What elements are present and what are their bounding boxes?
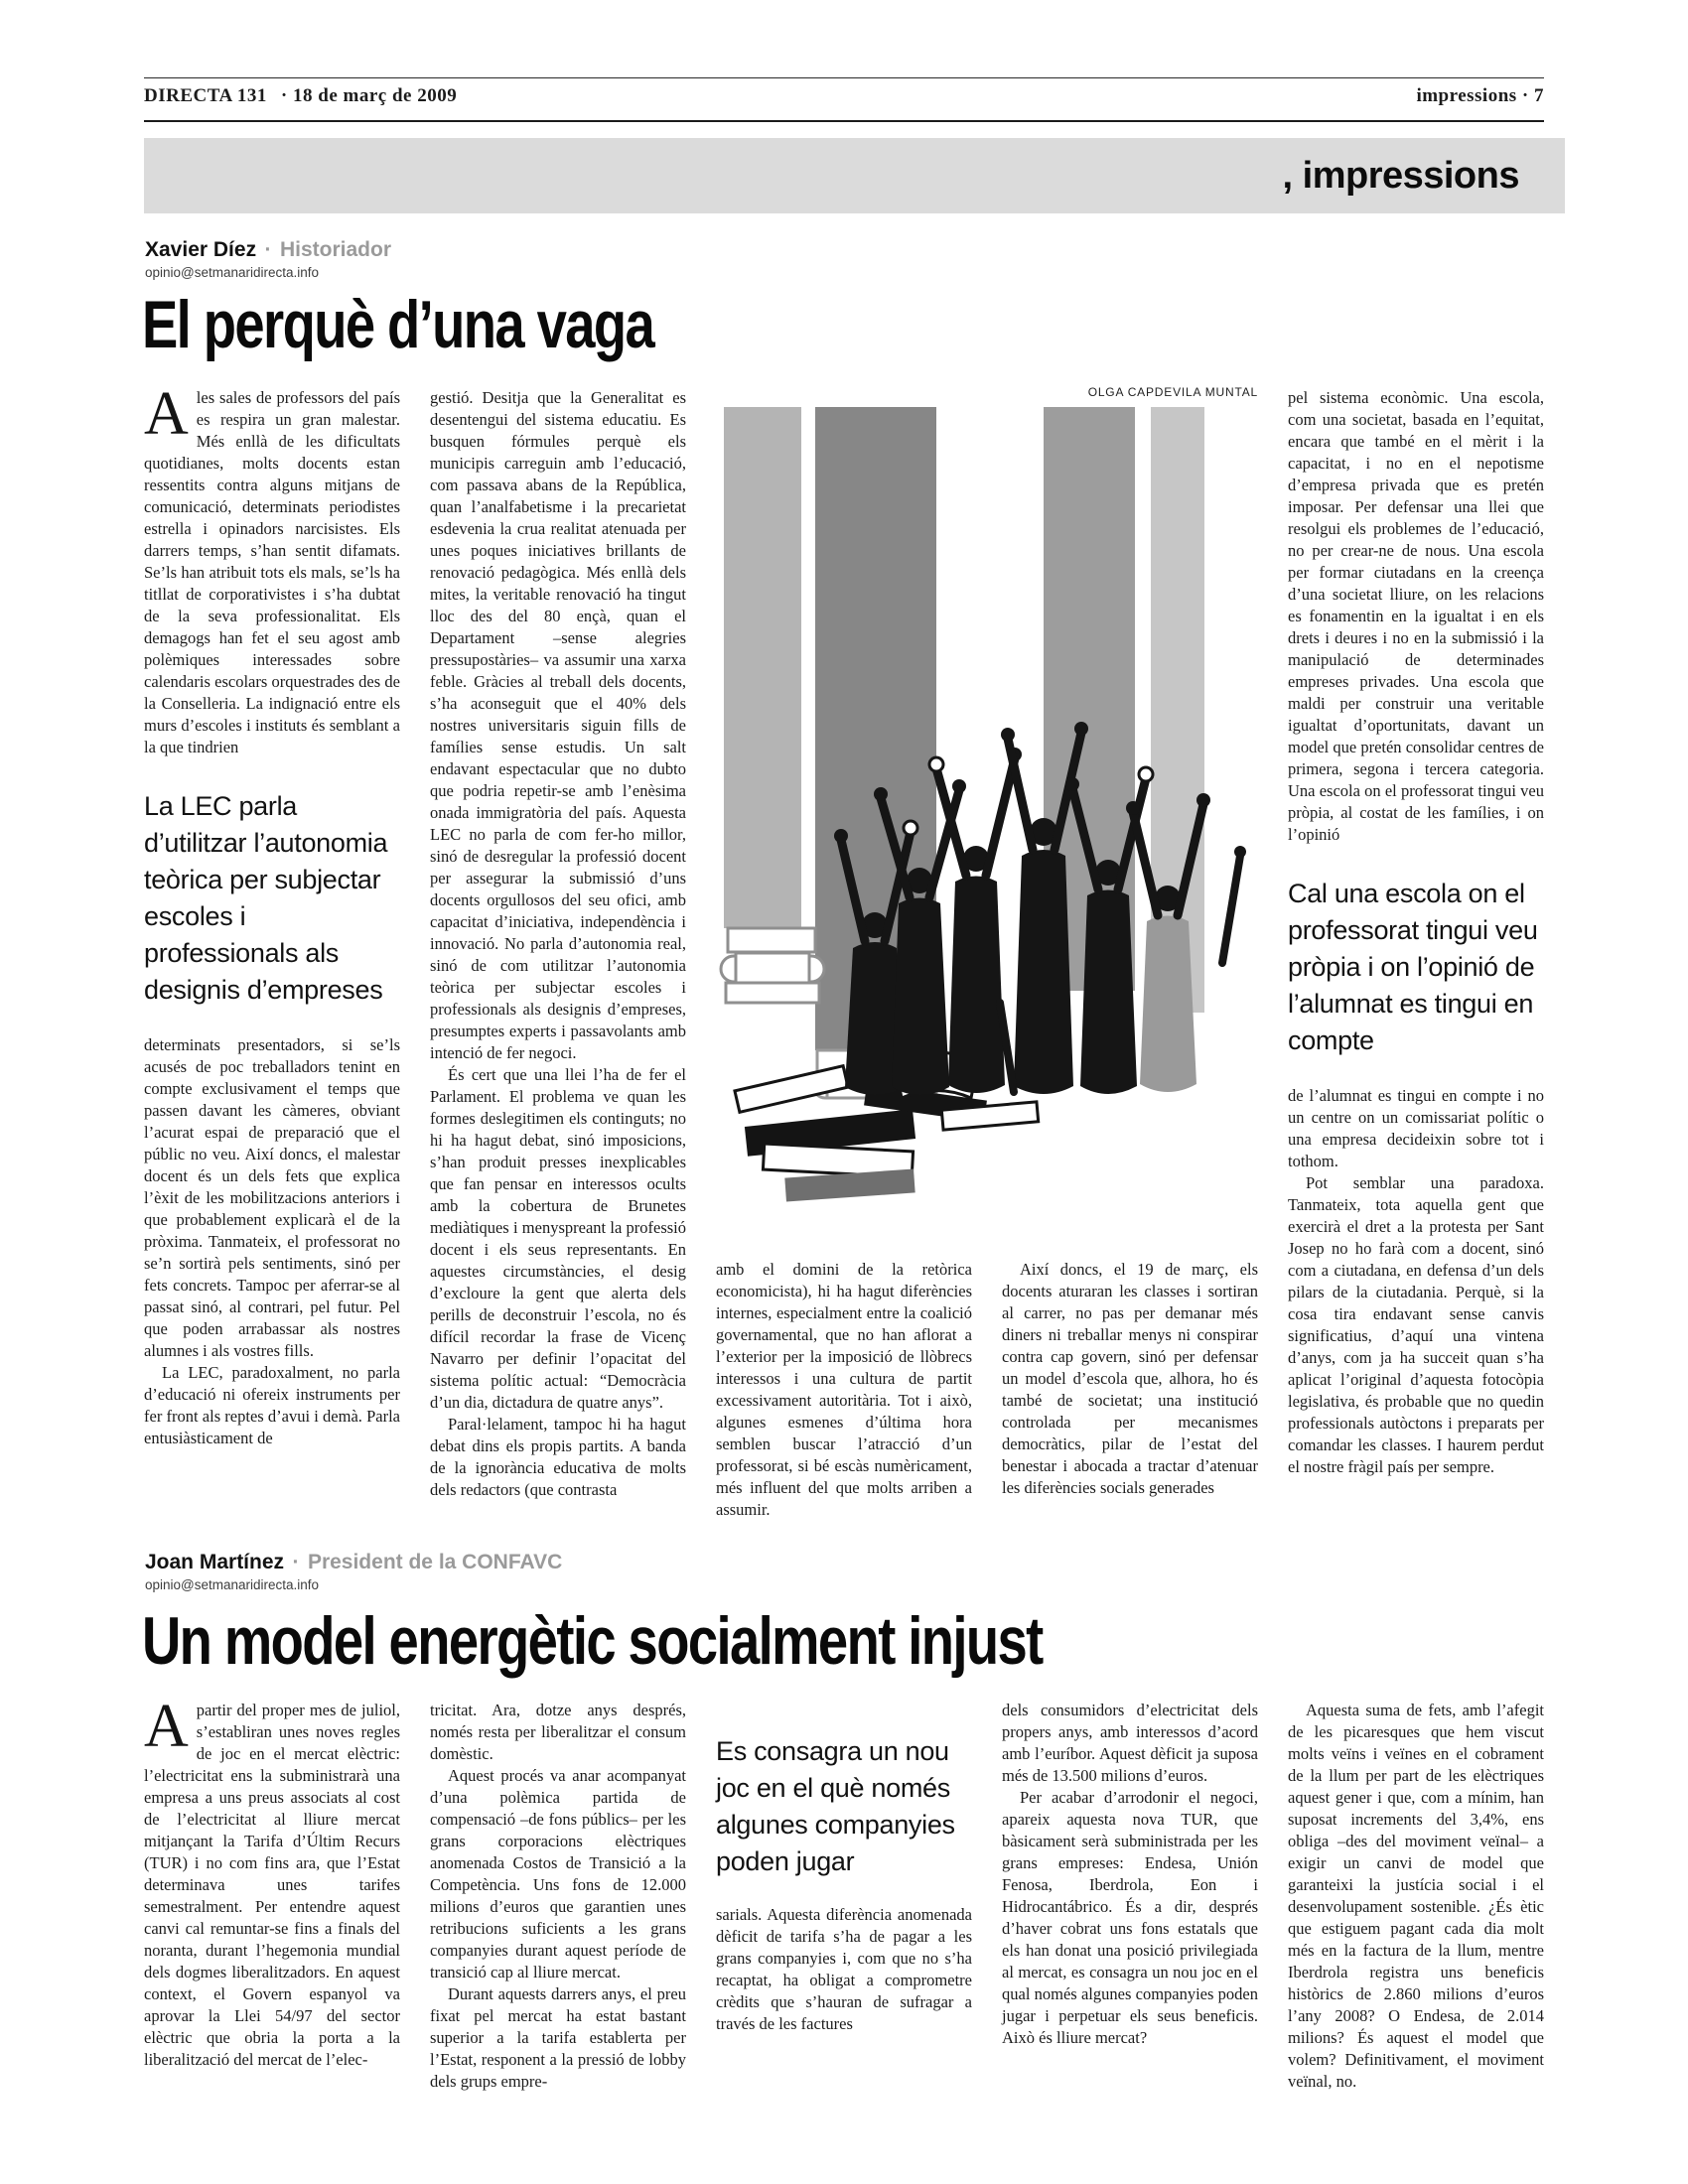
article1-col1 — [144, 380, 400, 1521]
paragraph: És cert que una llei l’ha de fer el Parlament. El problema ve quan les formes deslegitimen els continguts; no hi ha hagut debat, sinó imposicions, s’han produit presses inexplicables que fan pensar en interessos ocults amb la cobertura de Brunetes mediàtiques i menyspreant la professió docent i els seus representants. En aquestes circumstàncies, el desig d’excloure la gent que alerta dels perills de deconstruir l’escola, no és difícil recordar la frase de Vicenç Navarro per definir l’opacitat del sistema polític actual: “Democràcia d’un dia, dictadura de quatre anys”. — [430, 1065, 686, 1412]
article1-headline-text: El perquè d’una vaga — [142, 287, 654, 362]
article1-author-line — [145, 238, 391, 262]
section-title: , impressions — [1282, 154, 1519, 197]
paragraph: determinats presentadors, si se’ls acusés de poc treballadors tenint en compte exclusivament el temps que passen davant les càmeres, obviant l’acurat espai de preparació que el públic no veu. Així doncs, el malestar docent és un dels fets que explica l’èxit de les mobilitzacions anteriors i que probablement explicarà el de la pròxima. Tanmateix, el professorat no se’n sortirà pels sentiments, sinó per fets concrets. Tampoc per aferrar-se al passat sinó, al contrari, pel futur. Pel que poden arrabassar als nostres alumnes i als vostres fills. — [144, 1035, 400, 1360]
paragraph: amb el domini de la retòrica economicista), hi ha hagut diferències internes, especialment entre la coalició governamental, que no han aflorat a l’exterior per la imposició de llòbrecs interessos i una cultura de partit excessivament autoritària. Tot i això, algunes esmenes d’última hora semblen buscar l’atracció d’un professorat, si bé escàs numèricament, més influent del que molts arriben a assumir. — [716, 1260, 972, 1519]
article1-email: opinio@setmanaridirecta.info — [145, 265, 320, 280]
paragraph: gestió. Desitja que la Generalitat es desentengui del sistema educatiu. Es busquen fórmules perquè els municipis carreguin amb l’educació, com passava abans de la República, quan l’analfabetisme i la precarietat esdevenia la crua realitat atenuada per unes poques iniciatives brillants de renovació pedagògica. Més enllà dels mites, la veritable renovació ha tingut lloc des del 80 ençà, quan el Departament –sense alegries pressupostàries– va assumir una xarxa feble. Gràcies al treball dels docents, s’ha aconseguit que el 40% dels nostres universitaris siguin fills de famílies sense estudis. Un salt endavant espectacular que no dubto que podria repetir-se amb l’enèsima onada immigratòria del país. Aquesta LEC no parla de com fer-ho millor, sinó de desregular la professió docent per assegurar la submissió d’uns docents orgullosos del seu ofici, amb capacitat d’iniciativa, independència i innovació. No parla d’autonomia real, sinó de com utilitzar l’autonomia teòrica per subjectar escoles i professionals als designis d’empreses, presumptes experts i passavolants amb intenció de fer negoci. — [430, 388, 686, 1062]
folio-right — [1416, 85, 1544, 107]
paragraph: Per acabar d’arrodonir el negoci, apareix aquesta nova TUR, que bàsicament serà subministrada per les grans empreses: Endesa, Unión Fenosa, Iberdrola, Eon i Hidrocantábrico. És a dir, després d’haver cobrat uns fons estatals que els han donat una posició privilegiada al mercat, es consagra un nou joc en el qual només algunes companyies poden jugar i perpetuar els seus beneficis. Això és lliure mercat? — [1002, 1788, 1258, 2047]
pullquote-mercat: Es consagra un nou joc en el què només algunes companyies poden jugar — [716, 1736, 955, 1876]
paragraph: dels consumidors d’electricitat dels propers anys, amb interessos d’acord amb l’euríbor. Aquest dèficit ja suposa més de 13.500 milions d’euros. — [1002, 1701, 1258, 1785]
article2-headline-text: Un model energètic socialment injust — [142, 1603, 1043, 1679]
article2-col2 — [430, 1700, 686, 2093]
article1-headline — [142, 286, 781, 363]
byline-separator: · — [292, 1551, 300, 1573]
article2-col3 — [716, 1700, 972, 2093]
paragraph: Paral·lelament, tampoc hi ha hagut debat dins els propis partits. A banda de la ignorància educativa de molts dels redactors (que contrasta — [430, 1415, 686, 1499]
issue-date: · 18 de març de 2009 — [280, 85, 458, 106]
illustration-credit: OLGA CAPDEVILA MUNTAL — [1087, 385, 1258, 399]
header-rule — [144, 120, 1544, 122]
publication-name: DIRECTA 131 — [144, 85, 267, 106]
paragraph: Aquesta suma de fets, amb l’afegit de les picaresques que hem viscut molts veïns i veïnes en el cobrament de la llum per part de les elèctriques aquest gener i que, com a mínim, han suposat increments del 3,4%, ens obliga –des del moviment veïnal– a exigir un canvi de model que garanteixi la justícia social i el desenvolupament sostenible. ¿És ètic que estiguem pagant cada dia molt més en la factura de la llum, mentre Iberdrola registra uns beneficis històrics de 2.860 milions d’euros l’any 2008? O Endesa, de 2.014 milions? És aquest el model que volem? Definitivament, el moviment veïnal, no. — [1288, 1701, 1544, 2091]
article2-columns — [144, 1693, 1544, 2093]
article2-col1 — [144, 1693, 400, 2093]
paragraph: Pot semblar una paradoxa. Tanmateix, tota aquella gent que exercirà el dret a la protesta per Sant Josep no ho farà com a docent, sinó com a ciutadana, en defensa d’un dels pilars de la ciutadania. Perquè, si la cosa tira endavant sense canvis significatius, d’aquí una vintena d’anys, com ja ha succeit quan s’ha aplicat l’original d’aquesta fotocòpia legislativa, és probable que no quedin professionals autòctons i preparats per comandar les classes. I haurem perdut el nostre fràgil país per sempre. — [1288, 1173, 1544, 1476]
section-band — [144, 138, 1565, 213]
article2-col5 — [1288, 1700, 1544, 2093]
pullquote-escola: Cal una escola on el professorat tingui veu pròpia i on l’opinió de l’alumnat es tingui en compte — [1288, 879, 1538, 1055]
paragraph-text: partir del proper mes de juliol, s’establiran unes noves regles de joc en el mercat elèctric: l’electricitat ens la subministrarà una empresa a uns preus associats al cost de l’electricitat al lliure mercat mitjançant la Tarifa d’Últim Recurs (TUR) i no com fins ara, que l’Estat determinava unes tarifes semestralment. Per entendre aquest canvi cal remuntar-se fins a finals del noranta, durant l’hegemonia mundial dels dogmes liberalitzadors. En aquest context, el Govern espanyol va aprovar la Llei 54/97 del sector elèctric que obria la porta a la liberalització del mercat de l’elec- — [144, 1701, 400, 2069]
article2-headline — [142, 1602, 1267, 1680]
article2-author-role: President de la CONFAVC — [307, 1551, 563, 1573]
article1-byline — [145, 238, 391, 280]
paragraph: pel sistema econòmic. Una escola, com una societat, basada en l’equitat, encara que també en el mèrit i la capacitat, i no en el nepotisme d’empresa privada que es pretén imposar. Per defensar una llei que resolgui els problemes de l’educació, no per crear-ne de nous. Una escola per formar ciutadans en la creença d’una societat lliure, on les relacions es fonamentin en la igualtat i en els drets i deures i no en la submissió i la manipulació de determinades empreses privades. Una escola que maldi per construir una veritable igualtat d’oportunitats, davant un model que pretén consolidar centres de primera, segona i tercera categoria. Una escola on el professorat tingui veu pròpia, al costat de les famílies, i on l’opinió — [1288, 388, 1544, 844]
pullquote-lec: La LEC parla d’utilitzar l’autonomia teòrica per subjectar escoles i professionals als designis d’empreses — [144, 791, 388, 1005]
paragraph-text: les sales de professors del país es respira un gran malestar. Més enllà de les dificultats quotidianes, molts docents estan ressentits contra alguns mitjans de comunicació, determinats periodistes estrella i opinadors narcisistes. Els darrers temps, s’han sentit difamats. Se’ls han atribuit tots els mals, se’ls ha titllat de corporativistes i s’ha dubtat de la seva professionalitat. Els demagogs han fet el seu agost amb polèmiques interessades sobre calendaris escolars orquestrades des de la Conselleria. La indignació entre els murs d’escoles i instituts és semblant a la que tindrien — [144, 388, 400, 756]
section-page-number: impressions · 7 — [1416, 85, 1544, 106]
folio-header — [144, 85, 1544, 107]
article1-col2 — [430, 387, 686, 1521]
article1-author-role: Historiador — [279, 238, 391, 261]
folio-left — [144, 85, 457, 107]
article1-col3 — [716, 387, 972, 1521]
paragraph: tricitat. Ara, dotze anys després, només resta per liberalitzar el consum domèstic. — [430, 1701, 686, 1763]
dropcap-letter: A — [144, 1693, 189, 1760]
paragraph — [144, 1693, 400, 2071]
article2-col4 — [1002, 1700, 1258, 2093]
article1-columns — [144, 380, 1544, 1521]
article2-author: Joan Martínez — [145, 1551, 285, 1573]
paragraph: La LEC, paradoxalment, no parla d’educació ni ofereix instruments per fer front als reptes d’avui i demà. Parla entusiàsticament de — [144, 1363, 400, 1447]
paragraph: sarials. Aquesta diferència anomenada dèficit de tarifa s’ha de pagar a les grans companyies i, com que no s’ha recaptat, ha obligat a comprometre crèdits que s’hauran de sufragar a través de les factures — [716, 1905, 972, 2033]
article1-col5 — [1288, 387, 1544, 1521]
byline-separator: · — [264, 238, 272, 261]
article1-author: Xavier Díez — [145, 238, 257, 261]
top-rule — [144, 77, 1544, 78]
paragraph: Durant aquests darrers anys, el preu fixat pel mercat ha estat bastant superior a la tarifa establerta per l’Estat, responent a la pressió de lobby dels grups empre- — [430, 1984, 686, 2091]
paragraph — [144, 380, 400, 758]
paragraph: Aquest procés va anar acompanyat d’una polèmica partida de compensació –de fons públics– per les grans corporacions elèctriques anomenada Costos de Transició a la Competència. Uns fons de 12.000 milions d’euros que garantien unes retribucions suficients a les grans companyies durant aquest període de transició cap al lliure mercat. — [430, 1766, 686, 1981]
article1-col4 — [1002, 387, 1258, 1521]
article2-byline — [145, 1551, 562, 1592]
article2-email: opinio@setmanaridirecta.info — [145, 1577, 320, 1592]
dropcap-letter: A — [144, 380, 189, 448]
paragraph: Així doncs, el 19 de març, els docents aturaran les classes i sortiran al carrer, no pas per demanar més diners ni treballar menys ni conspirar contra cap govern, sinó per defensar un model d’escola que, alhora, ho és també de societat; una institució controlada per mecanismes democràtics, pilar de l’estat del benestar i abocada a tractar d’atenuar les diferències socials generades — [1002, 1260, 1258, 1497]
paragraph: de l’alumnat es tingui en compte i no un centre on un comissariat polític o una empresa decideixin sobre tot i tothom. — [1288, 1086, 1544, 1170]
article2-author-line — [145, 1551, 562, 1574]
